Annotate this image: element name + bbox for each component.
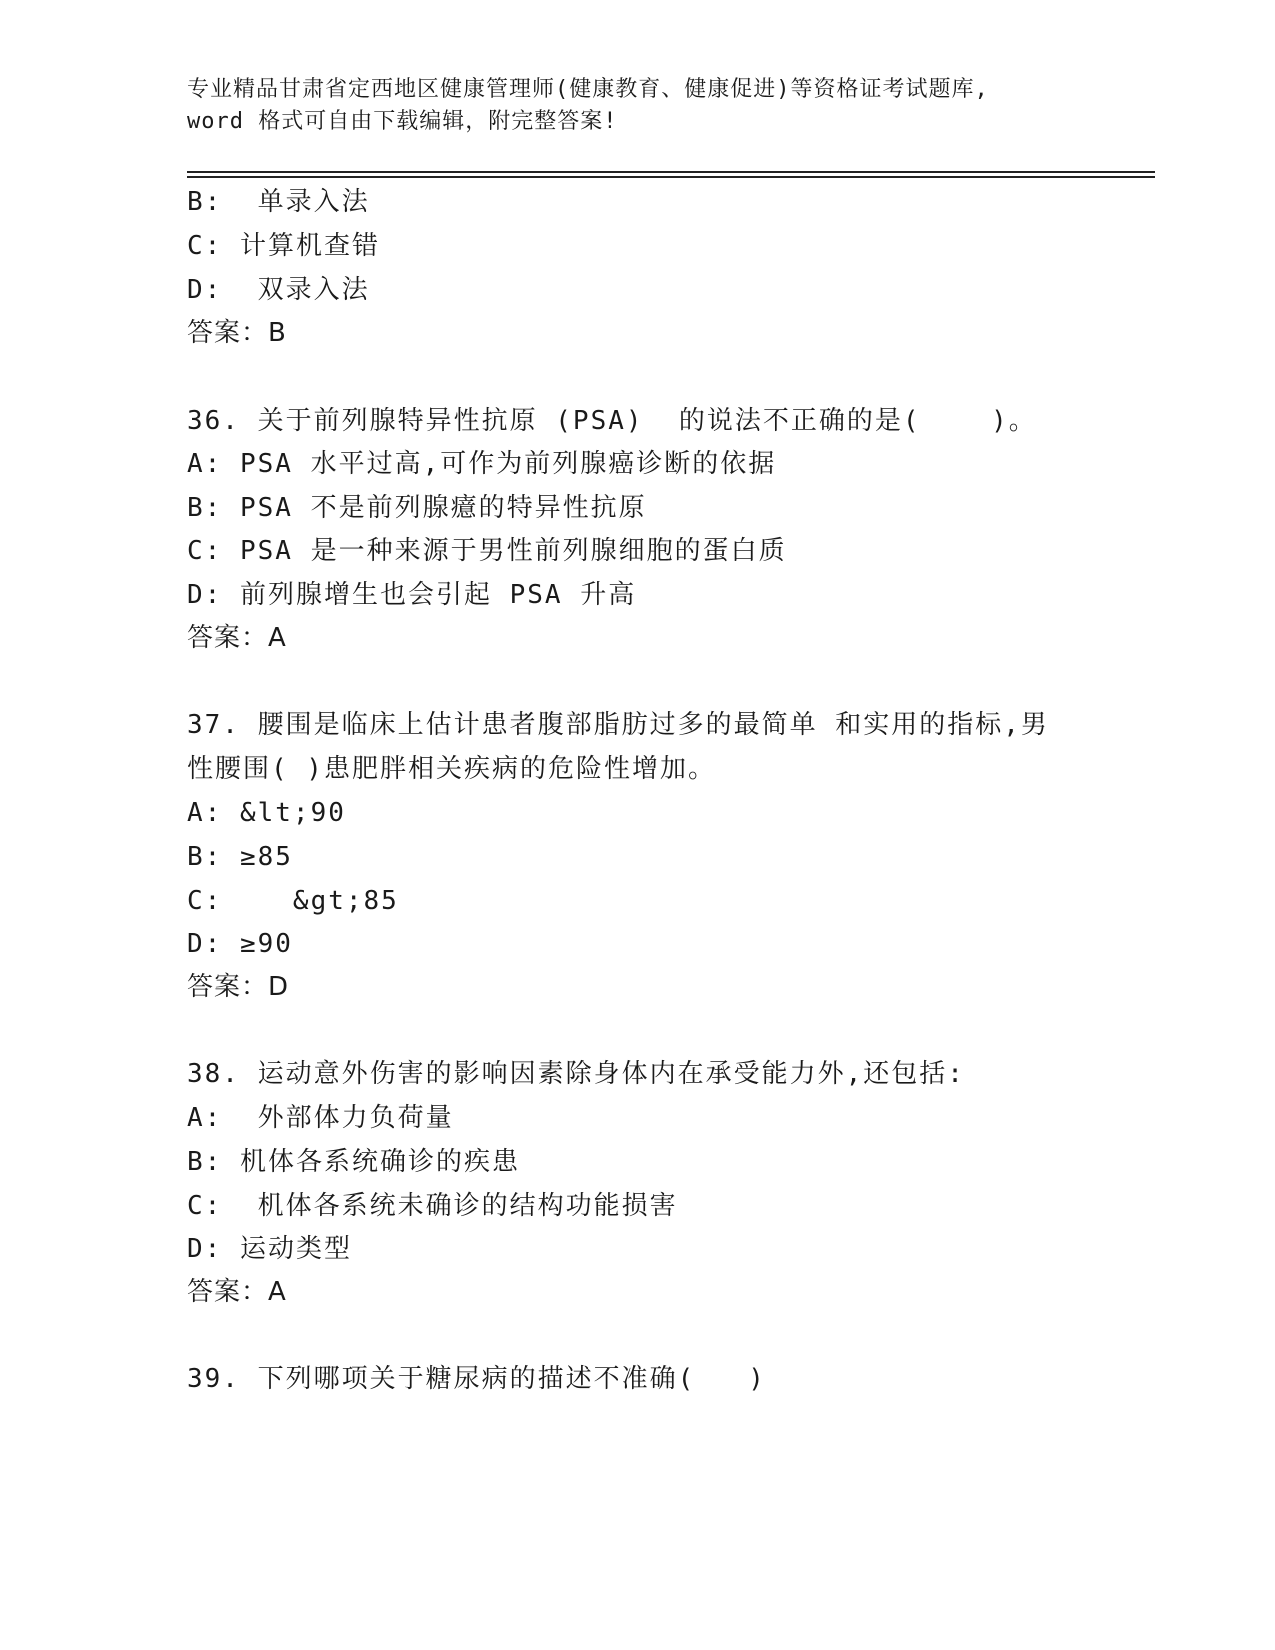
q38-stem: 38. 运动意外伤害的影响因素除身体内在承受能力外,还包括:: [187, 1059, 965, 1089]
q37-stem-line-1: 37. 腰围是临床上估计患者腹部脂肪过多的最简单 和实用的指标,男: [187, 710, 1049, 740]
header-line-2: word 格式可自由下载编辑，附完整答案!: [187, 109, 618, 134]
q35-option-b: B: 单录入法: [187, 187, 370, 217]
q37-stem-line-2: 性腰围( )患肥胖相关疾病的危险性增加。: [187, 754, 716, 784]
document-header: [187, 74, 1067, 138]
q37-option-c: C: &gt;85: [187, 886, 399, 916]
q37-answer: 答案：D: [187, 972, 290, 1002]
q37-option-a: A: &lt;90: [187, 798, 346, 828]
q36-option-b: B: PSA 不是前列腺癔的特异性抗原: [187, 493, 647, 523]
header-line-1: 专业精品甘肃省定西地区健康管理师(健康教育、健康促进)等资格证考试题库,: [187, 77, 989, 102]
q38-option-a: A: 外部体力负荷量: [187, 1103, 454, 1133]
q36-answer: 答案：A: [187, 623, 287, 653]
q36-option-d: D: 前列腺增生也会引起 PSA 升高: [187, 580, 637, 610]
header-rule-bottom: [187, 176, 1155, 178]
q38-option-c: C: 机体各系统未确诊的结构功能损害: [187, 1191, 678, 1221]
q36-option-a: A: PSA 水平过高,可作为前列腺癌诊断的依据: [187, 449, 777, 479]
q36-option-c: C: PSA 是一种来源于男性前列腺细胞的蛋白质: [187, 536, 787, 566]
q35-option-c: C: 计算机查错: [187, 231, 380, 261]
q35-option-d: D: 双录入法: [187, 275, 370, 305]
q36-stem: 36. 关于前列腺特异性抗原 (PSA) 的说法不正确的是( )。: [187, 406, 1037, 436]
header-rule-top: [187, 171, 1155, 173]
q38-option-b: B: 机体各系统确诊的疾患: [187, 1147, 520, 1177]
q39-stem: 39. 下列哪项关于糖尿病的描述不准确( ): [187, 1364, 766, 1394]
q35-answer: 答案：B: [187, 318, 287, 348]
q38-option-d: D: 运动类型: [187, 1234, 352, 1264]
q37-option-b: B: ≥85: [187, 842, 293, 872]
q37-option-d: D: ≥90: [187, 929, 293, 959]
q38-answer: 答案：A: [187, 1277, 287, 1307]
